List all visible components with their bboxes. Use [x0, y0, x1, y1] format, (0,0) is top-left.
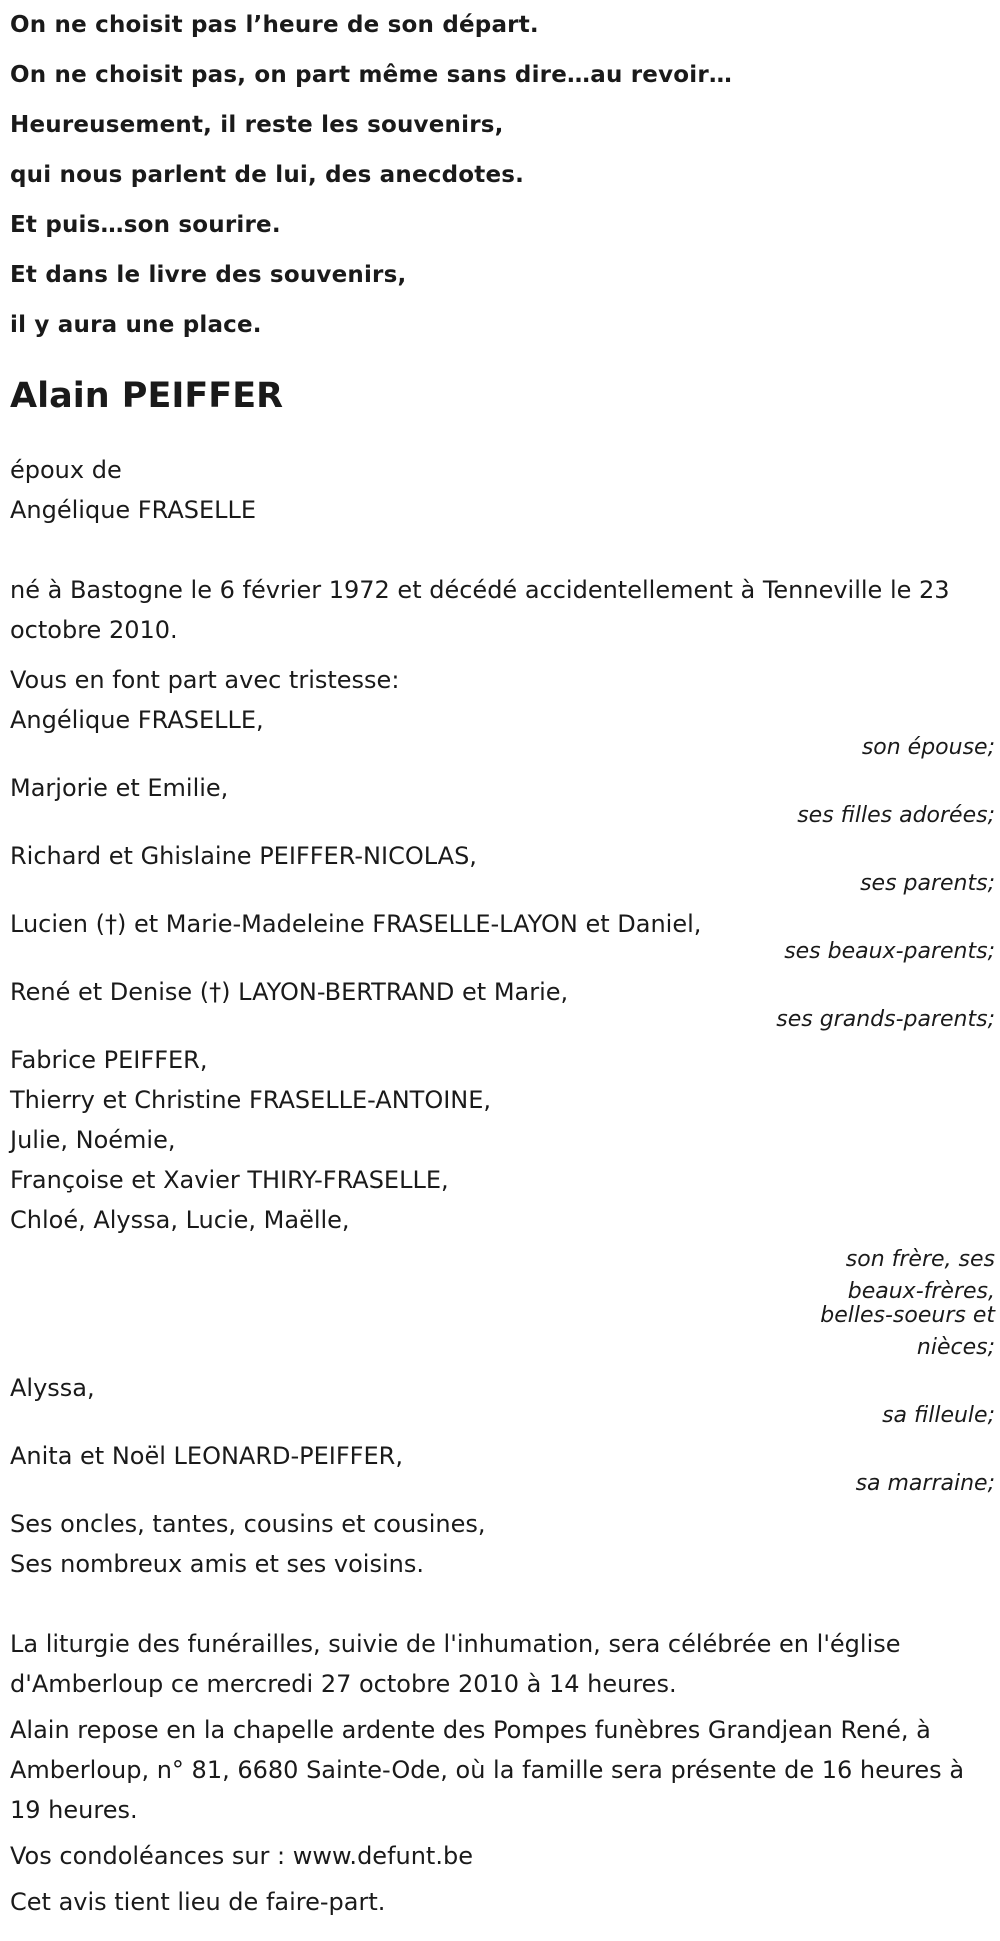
sibling-name: Thierry et Christine FRASELLE-ANTOINE, — [10, 1086, 492, 1114]
sibling-name: Julie, Noémie, — [10, 1126, 176, 1154]
mourner-entry — [10, 904, 995, 964]
others-list — [10, 1504, 995, 1584]
mourner-name: Richard et Ghislaine PEIFFER-NICOLAS, — [10, 842, 477, 870]
mourner-name: Anita et Noël LEONARD-PEIFFER, — [10, 1442, 403, 1470]
poem-line: On ne choisit pas, on part même sans dire…au revoir… — [10, 62, 733, 88]
chapel-text: Alain repose en la chapelle ardente des Pompes funèbres Grandjean René, à Amberloup, n° 81, 6680 Sainte-Ode, où la famille sera présente de 16 heures à 19 heures. — [10, 1716, 965, 1824]
poem-line: Et puis…son sourire. — [10, 212, 281, 238]
siblings-relation — [10, 1240, 995, 1368]
mourner-relation: son épouse; — [861, 735, 995, 760]
mourner-relation: ses beaux-parents; — [784, 939, 995, 964]
mourner-entry — [10, 836, 995, 896]
relation-line: belles-soeurs et — [820, 1303, 995, 1328]
relation-line: nièces; — [916, 1335, 995, 1360]
sibling-name: Chloé, Alyssa, Lucie, Maëlle, — [10, 1206, 350, 1234]
announce-text: Vous en font part avec tristesse: — [10, 666, 400, 694]
poem-line: On ne choisit pas l’heure de son départ. — [10, 12, 539, 38]
poem — [10, 0, 995, 350]
spouse-name: Angélique FRASELLE — [10, 496, 257, 524]
mourner-relation: sa marraine; — [855, 1471, 995, 1496]
siblings-entry — [10, 1040, 995, 1368]
mourner-relation: sa filleule; — [882, 1403, 995, 1428]
sibling-name: Françoise et Xavier THIRY-FRASELLE, — [10, 1166, 449, 1194]
mourner-entry — [10, 1368, 995, 1428]
mourner-entry — [10, 1436, 995, 1496]
poem-line: il y aura une place. — [10, 312, 262, 338]
mourner-name: Angélique FRASELLE, — [10, 706, 264, 734]
mourners-list — [10, 700, 995, 1584]
mourner-name: Alyssa, — [10, 1374, 95, 1402]
birth-death-text: né à Bastogne le 6 février 1972 et décédé accidentellement à Tenneville le 23 octobre 2010. — [10, 576, 950, 644]
mourner-relation: ses parents; — [860, 871, 995, 896]
relation-line: son frère, ses — [845, 1247, 995, 1272]
funeral-info — [10, 1624, 995, 1922]
notice-text: Cet avis tient lieu de faire-part. — [10, 1888, 386, 1916]
deceased-name: Alain PEIFFER — [10, 376, 284, 416]
poem-line: qui nous parlent de lui, des anecdotes. — [10, 162, 525, 188]
sibling-name: Fabrice PEIFFER, — [10, 1046, 208, 1074]
mourner-relation: ses grands-parents; — [776, 1007, 995, 1032]
mourner-relation: ses filles adorées; — [797, 803, 995, 828]
spouse-intro: époux de — [10, 456, 122, 484]
poem-line: Et dans le livre des souvenirs, — [10, 262, 407, 288]
mourner-entry — [10, 700, 995, 760]
relation-line: beaux-frères, — [847, 1279, 995, 1304]
mourner-entry — [10, 768, 995, 828]
others-line: Ses oncles, tantes, cousins et cousines, — [10, 1510, 486, 1538]
condolences-text: Vos condoléances sur : www.defunt.be — [10, 1842, 473, 1870]
liturgy-text: La liturgie des funérailles, suivie de l'inhumation, sera célébrée en l'église d'Amberloup ce mercredi 27 octobre 2010 à 14 heures. — [10, 1630, 901, 1698]
mourner-name: Marjorie et Emilie, — [10, 774, 229, 802]
poem-line: Heureusement, il reste les souvenirs, — [10, 112, 504, 138]
mourner-name: Lucien (†) et Marie-Madeleine FRASELLE-LAYON et Daniel, — [10, 910, 702, 938]
obituary-notice — [10, 0, 995, 1922]
others-line: Ses nombreux amis et ses voisins. — [10, 1550, 424, 1578]
mourner-entry — [10, 972, 995, 1032]
mourner-name: René et Denise (†) LAYON-BERTRAND et Marie, — [10, 978, 569, 1006]
